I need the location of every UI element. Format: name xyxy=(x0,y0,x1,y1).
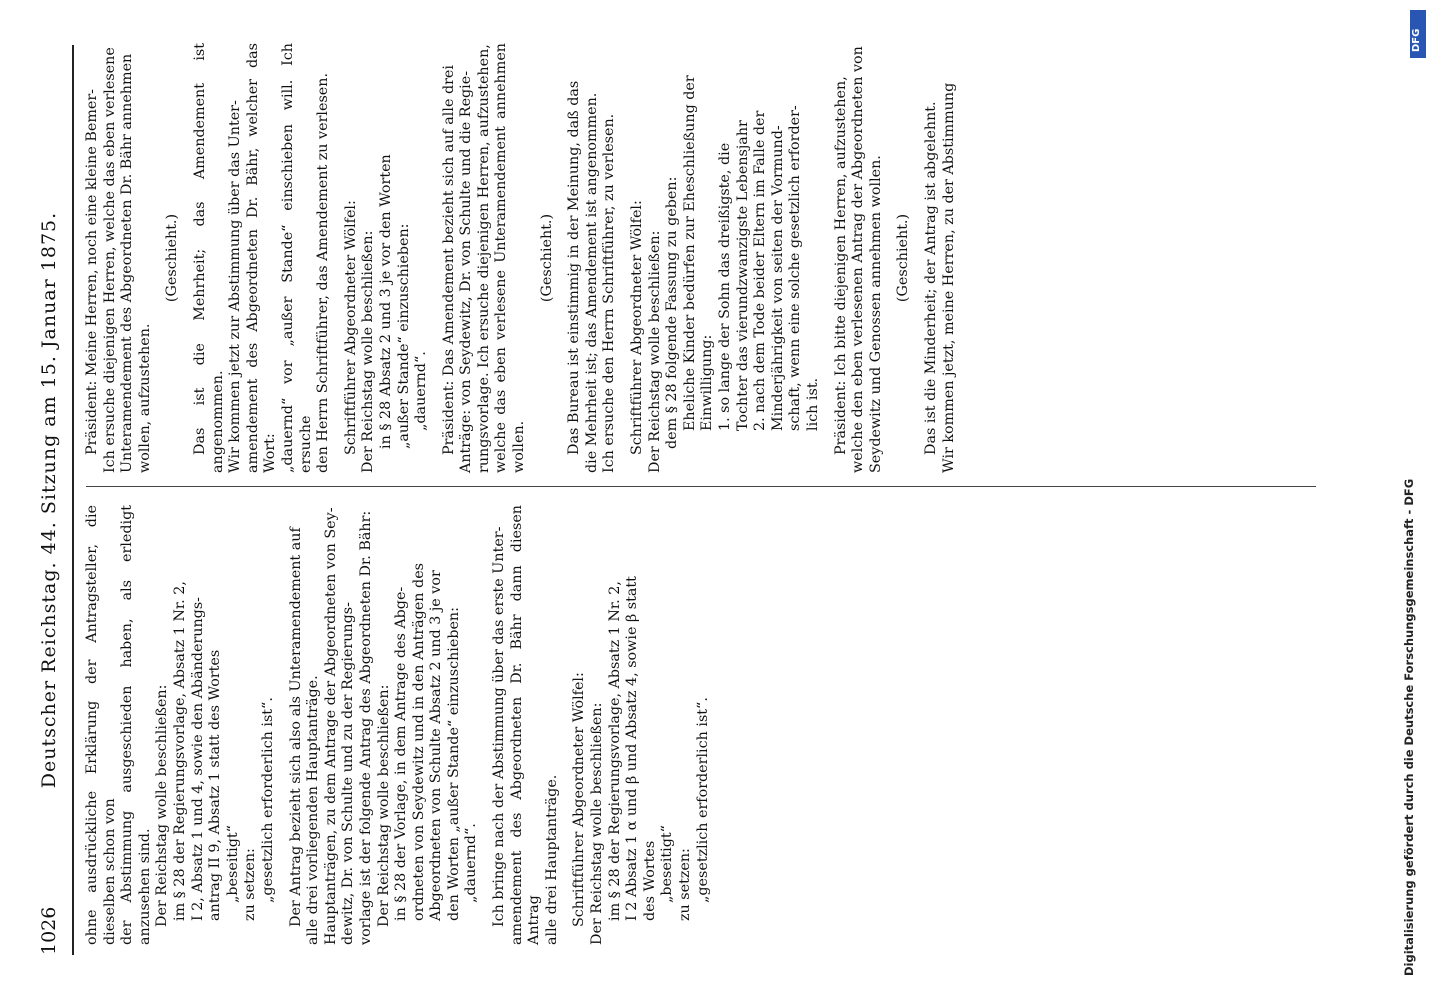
text-line: Wir kommen jetzt zur Abstimmung über das Unter- xyxy=(227,100,244,473)
text-line: ordneten von Seydewitz und in den Anträgen des xyxy=(410,563,427,921)
text-line: im § 28 der Regierungsvorlage, Absatz 1 Nr. 2, xyxy=(606,581,623,921)
text-line: Der Reichstag wolle beschließen: xyxy=(646,230,663,473)
text-line: des Wortes xyxy=(641,840,658,921)
paragraph-gap xyxy=(619,43,629,473)
text-line: Ich bringe nach der Abstimmung über das erste Unter- xyxy=(491,526,508,927)
text-line: amendement des Abgeordneten Dr. Bähr, welcher das Wort: xyxy=(244,43,279,473)
text-line: zu setzen: xyxy=(677,848,693,921)
text-line: Tochter das vierundzwanzigste Lebensjahr xyxy=(734,120,751,431)
text-line: Der Reichstag wolle beschließen: xyxy=(360,230,377,473)
text-line: „dauernd“ vor „außer Stande“ einschieben will. Ich ersuche xyxy=(279,43,314,473)
paragraph-gap xyxy=(481,505,491,945)
text-line: Abgeordneten von Schulte Absatz 2 und 3 je vor xyxy=(428,570,445,921)
left-column xyxy=(84,505,712,945)
text-line: welche das eben verlesene Unteramendement annehmen wollen. xyxy=(493,43,528,473)
text-line: Anträge: von Seydewitz, Dr. von Schulte und die Regie- xyxy=(458,70,475,473)
text-line: Ich ersuche den Herrn Schriftführer, zu verlesen. xyxy=(601,113,618,473)
text-line: „beseitigt“ xyxy=(224,825,241,903)
text-line: rungsvorlage. Ich ersuche diejenigen Herren, aufzustehen, xyxy=(475,44,492,473)
text-line: welche den eben verlesenen Antrag der Abgeordneten von xyxy=(850,46,867,473)
text-line: zu setzen: xyxy=(242,848,259,921)
paragraph-gap xyxy=(823,43,833,473)
text-line: Der Antrag bezieht sich also als Unteramendement auf xyxy=(287,527,304,927)
text-line: „dauernd“. xyxy=(413,351,430,431)
page-header xyxy=(36,45,70,955)
text-line: „außer Stande“ einzuschieben: xyxy=(395,223,412,449)
text-line: Das Bureau ist einstimmig in der Meinung, daß das xyxy=(566,80,583,455)
text-line: lich ist. xyxy=(804,377,821,431)
text-line: Einwilligung: xyxy=(699,334,716,431)
paragraph-gap xyxy=(529,43,539,473)
header-rule xyxy=(72,45,74,955)
text-line: Das ist die Minderheit; der Antrag ist abgelehnt. xyxy=(922,101,939,455)
text-line: I 2, Absatz 1 und 4, sowie den Abänderungs- xyxy=(189,597,206,921)
text-line: den Worten „außer Stande“ einzuschieben: xyxy=(445,607,462,921)
text-line: alle drei Hauptanträge. xyxy=(543,774,560,945)
text-line: der Abstimmung ausgeschieden haben, als erledigt anzusehen sind. xyxy=(119,505,153,945)
text-line: antrag II 9, Absatz 1 statt des Wortes xyxy=(207,649,224,921)
text-line: Seydewitz und Genossen annehmen wollen. xyxy=(867,155,884,473)
paragraph-gap xyxy=(182,43,192,473)
paragraph-gap xyxy=(885,43,895,473)
text-line: im § 28 der Regierungsvorlage, Absatz 1 Nr. 2, xyxy=(171,581,188,921)
text-line: 2. nach dem Tode beider Eltern im Falle der xyxy=(752,110,769,431)
credit-text: Digitalisierung gefördert durch die Deutsche Forschungsgemeinschaft - DFG xyxy=(1402,478,1416,976)
text-line: Der Reichstag wolle beschließen: xyxy=(154,684,171,927)
paragraph-gap xyxy=(278,505,288,945)
paragraph-gap xyxy=(154,43,164,473)
text-line: die Mehrheit ist; das Amendement ist angenommen. xyxy=(583,92,600,473)
paragraph-gap xyxy=(333,43,343,473)
text-line: Präsident: Meine Herren, noch eine kleine Bemer- xyxy=(84,88,100,455)
text-line: Schriftführer Abgeordneter Wölfel: xyxy=(571,672,588,927)
text-line: wollen, aufzustehen. xyxy=(136,323,153,473)
text-line: I 2 Absatz 1 α und β und Absatz 4, sowie β statt xyxy=(624,576,641,921)
text-line: amendement des Abgeordneten Dr. Bähr dann diesen Antrag xyxy=(508,505,543,945)
text-line: ohne ausdrückliche Erklärung der Antragsteller, die dieselben schon von xyxy=(84,505,118,945)
text-line: Präsident: Das Amendement bezieht sich auf alle drei xyxy=(440,65,457,455)
text-line: Eheliche Kinder bedürfen zur Eheschließung der xyxy=(681,75,698,431)
text-line: Wir kommen jetzt, meine Herren, zu der Abstimmung xyxy=(940,82,957,473)
text-line: dem § 28 folgende Fassung zu geben: xyxy=(664,176,681,449)
text-line: dewitz, Dr. von Schulte und zu der Regierungs- xyxy=(340,602,357,945)
text-line: „dauernd“. xyxy=(463,823,480,903)
column-divider xyxy=(86,486,1316,487)
rotated-document-page xyxy=(36,25,1406,985)
text-line: Schriftführer Abgeordneter Wölfel: xyxy=(342,200,359,455)
paragraph-gap xyxy=(913,43,923,473)
text-line: Ich ersuche diejenigen Herren, welche das eben verlesene xyxy=(101,47,118,473)
text-line: Der Reichstag wolle beschließen: xyxy=(589,702,606,945)
text-line: „beseitigt“ xyxy=(659,825,676,903)
text-line: (Geschieht.) xyxy=(895,213,912,303)
text-line: Schriftführer Abgeordneter Wölfel: xyxy=(629,200,646,455)
text-line: Das ist die Mehrheit; das Amendement ist angenommen. xyxy=(191,43,226,473)
page-title: Deutscher Reichstag. 44. Sitzung am 15. Januar 1875. xyxy=(38,211,60,789)
right-column xyxy=(84,43,958,473)
paragraph-gap xyxy=(431,43,441,473)
paragraph-gap xyxy=(561,505,571,945)
text-line: Der Reichstag wolle beschließen: xyxy=(375,684,392,927)
digitization-credit xyxy=(1388,20,1428,980)
dfg-logo-text: DFG xyxy=(1411,28,1422,52)
text-line: alle drei vorliegenden Hauptanträge. xyxy=(305,675,322,945)
text-line: Präsident: Ich bitte diejenigen Herren, aufzustehen, xyxy=(832,76,849,455)
text-line: in § 28 Absatz 2 und 3 je vor den Worten xyxy=(377,154,394,449)
text-line: (Geschieht.) xyxy=(164,213,181,303)
text-line: (Geschieht.) xyxy=(538,213,555,303)
text-line: Hauptanträgen, zu dem Antrage der Abgeordneten von Sey- xyxy=(322,507,339,945)
dfg-logo xyxy=(1410,10,1426,58)
page-number: 1026 xyxy=(38,906,60,955)
text-line: schaft, wenn eine solche gesetzlich erforder- xyxy=(787,105,804,431)
text-line: „gesetzlich erforderlich ist“. xyxy=(694,697,711,903)
text-line: Unteramendement des Abgeordneten Dr. Bähr annehmen xyxy=(119,53,136,473)
text-line: den Herrn Schriftführer, das Amendement zu verlesen. xyxy=(315,73,332,473)
text-line: „gesetzlich erforderlich ist“. xyxy=(259,697,276,903)
text-line: Minderjährigkeit von seiten der Vormund- xyxy=(769,125,786,431)
text-line: 1. so lange der Sohn das dreißigste, die xyxy=(717,142,733,431)
text-line: vorlage ist der folgende Antrag des Abgeordneten Dr. Bähr: xyxy=(357,510,374,945)
paragraph-gap xyxy=(556,43,566,473)
text-line: in § 28 der Vorlage, in dem Antrage des Abge- xyxy=(393,586,410,921)
